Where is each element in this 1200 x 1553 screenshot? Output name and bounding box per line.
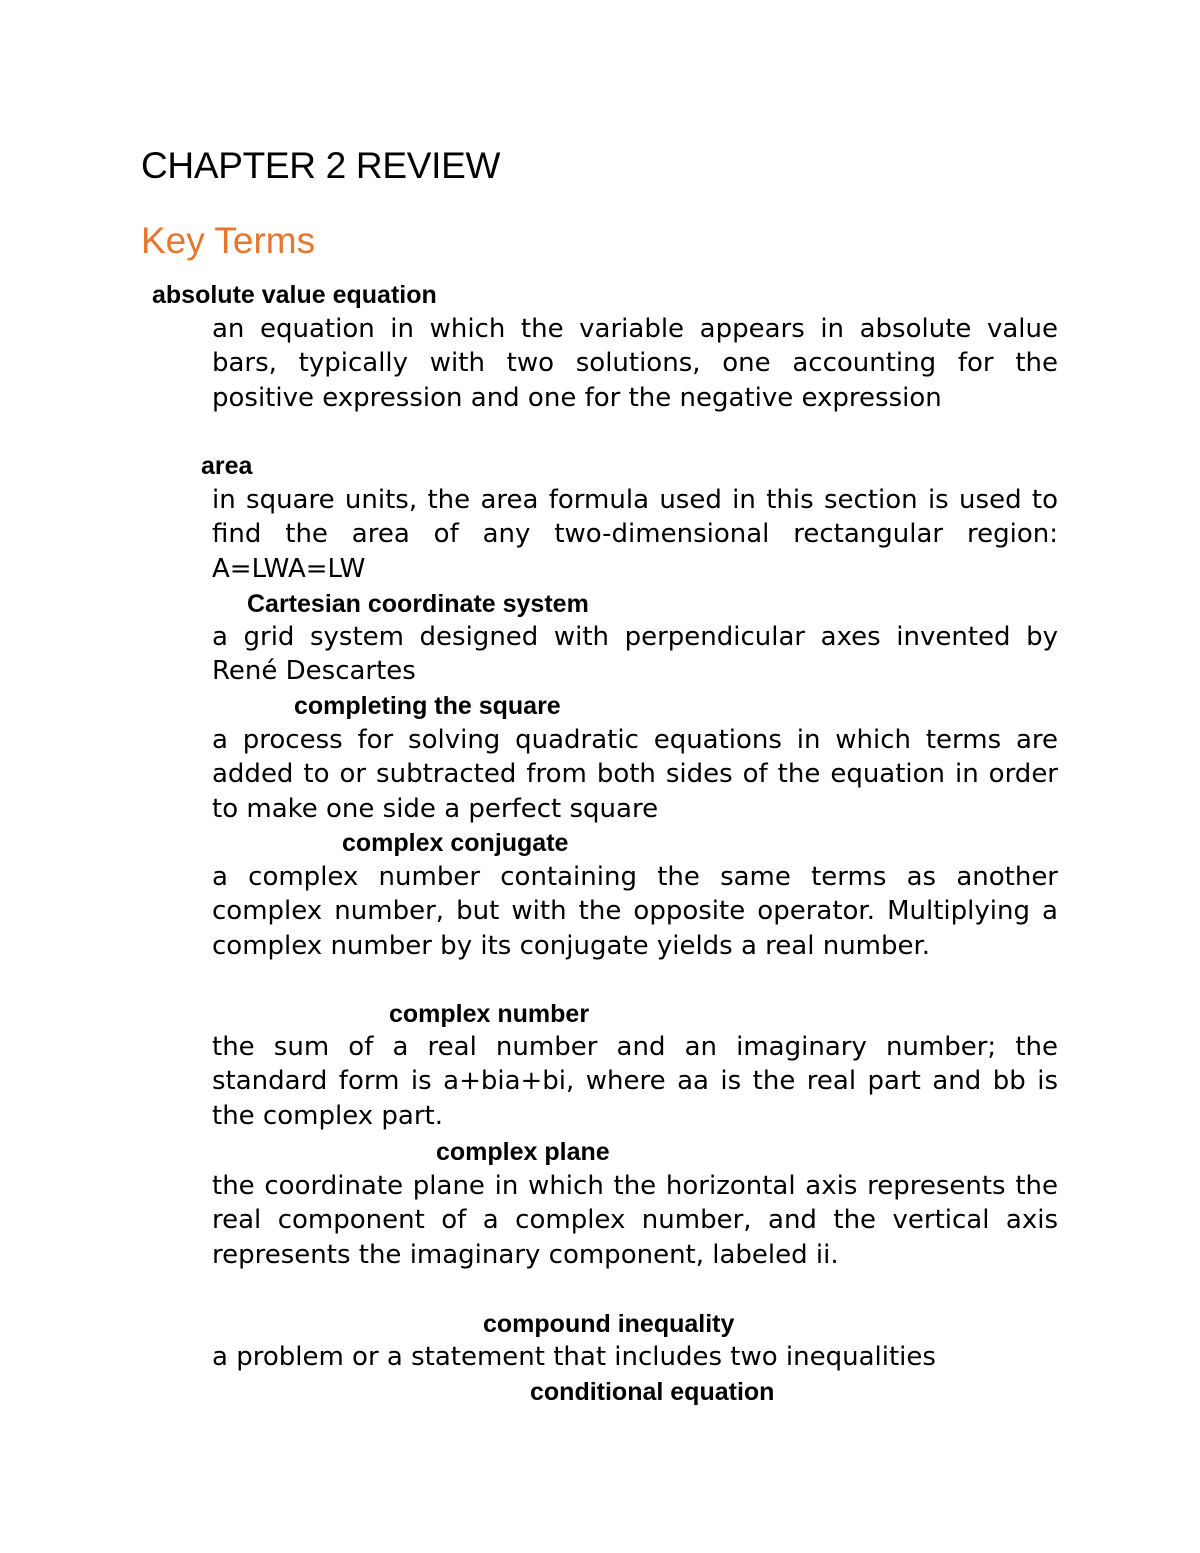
term-complex-plane: complex plane [436,1138,610,1166]
term-complex-conjugate: complex conjugate [342,829,569,857]
term-absolute-value-equation: absolute value equation [152,281,437,309]
term-cartesian-coordinate-system: Cartesian coordinate system [247,590,589,618]
term-area: area [201,452,253,480]
section-heading-key-terms: Key Terms [141,220,316,261]
definition-absolute-value-equation: an equation in which the variable appears in absolute value bars, typically with two solutions, one accounting for the positive expression and one for the negative expression [212,314,1058,413]
chapter-title: CHAPTER 2 REVIEW [141,145,501,186]
term-completing-the-square: completing the square [294,692,561,720]
definition-completing-the-square: a process for solving quadratic equations in which terms are added to or subtracted from both sides of the equation in order to make one side a perfect square [212,725,1058,824]
term-conditional-equation: conditional equation [530,1378,775,1406]
term-complex-number: complex number [389,1000,590,1028]
definition-cartesian-coordinate-system: a grid system designed with perpendicular axes invented by René Descartes [212,622,1058,687]
term-compound-inequality: compound inequality [483,1310,735,1338]
definition-complex-conjugate: a complex number containing the same terms as another complex number, but with the opposite operator. Multiplying a complex number by its conjugate yields a real number. [212,862,1058,961]
definition-complex-plane: the coordinate plane in which the horizontal axis represents the real component of a complex number, and the vertical axis represents the imaginary component, labeled ii. [212,1171,1058,1270]
definition-compound-inequality: a problem or a statement that includes two inequalities [212,1342,936,1372]
definition-complex-number: the sum of a real number and an imaginary number; the standard form is a+bia+bi, where aa is the real part and bb is the complex part. [212,1032,1058,1131]
definition-area: in square units, the area formula used in this section is used to find the area of any two-dimensional rectangular region: A=LWA=LW [212,485,1058,584]
